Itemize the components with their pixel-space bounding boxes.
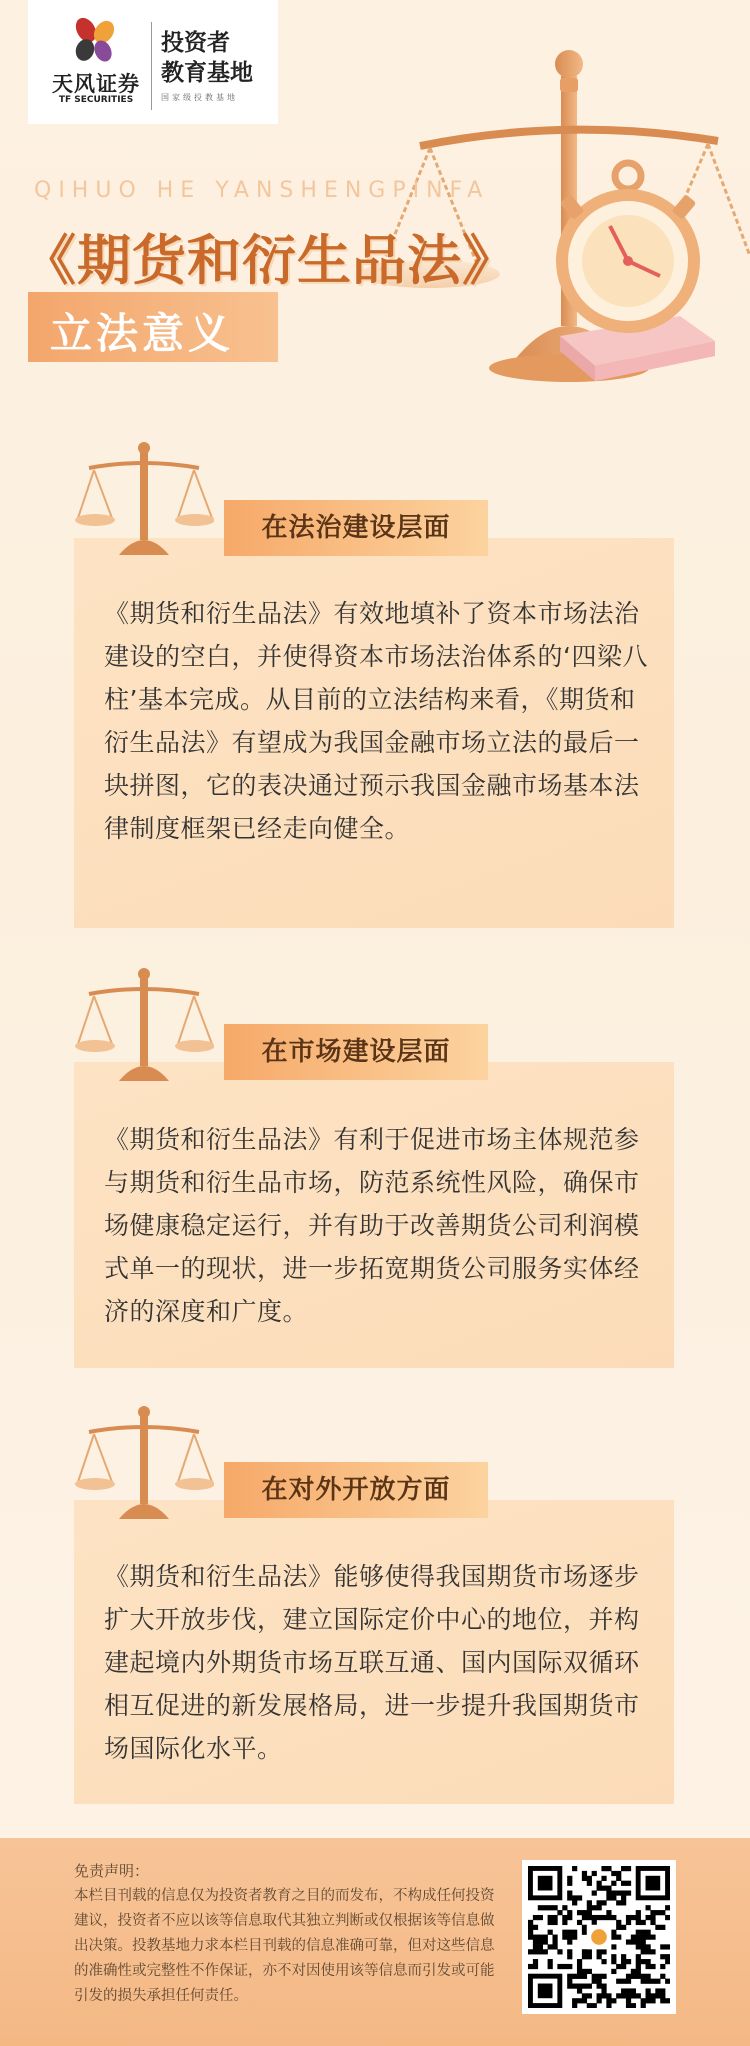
balance-scale-icon <box>74 966 214 1086</box>
edu-base-subtitle: 国家级投教基地 <box>161 93 238 102</box>
edu-base-line1: 投资者 <box>161 30 230 56</box>
section-heading-3: 在对外开放方面 <box>224 1462 488 1518</box>
qr-code <box>522 1860 676 2014</box>
subtitle-tag <box>28 292 278 362</box>
brand-name-cn: 天风证券 <box>52 72 140 96</box>
disclaimer-body: 本栏目刊载的信息仅为投资者教育之目的而发布，不构成任何投资建议，投资者不应以该等信息取代其独立判断或仅根据该等信息做出决策。投教基地力求本栏目刊载的信息准确可靠，但对这些信息的准确性或完整性不作保证，亦不对因使用该等信息而引发或可能引发的损失承担任何责任。 <box>74 1888 495 2004</box>
disclaimer-title: 免责声明： <box>74 1862 150 1880</box>
petal-logo-icon <box>66 12 122 68</box>
section-body-2: 《期货和衍生品法》有利于促进市场主体规范参与期货和衍生品市场，防范系统性风险，确保市场健康稳定运行，并有助于改善期货公司利润模式单一的现状，进一步拓宽期货公司服务实体经济的深度和广度。 <box>104 1125 640 1326</box>
section-body-3: 《期货和衍生品法》能够使得我国期货市场逐步扩大开放步伐，建立国际定价中心的地位，并构建起境内外期货市场互联互通、国内国际双循环相互促进的新发展格局，进一步提升我国期货市场国际化水平。 <box>104 1562 640 1763</box>
section-heading-2: 在市场建设层面 <box>224 1024 488 1080</box>
section-body-1: 《期货和衍生品法》有效地填补了资本市场法治建设的空白，并使得资本市场法治体系的‘四梁八柱’基本完成。从目前的立法结构来看，《期货和衍生品法》有望成为我国金融市场立法的最后一块拼图，它的表决通过预示我国金融市场基本法律制度框架已经走向健全。 <box>104 599 648 843</box>
subtitle-tag-label: 立法意义 <box>50 309 235 358</box>
brand-logo <box>28 0 278 124</box>
section-heading-1: 在法治建设层面 <box>224 500 488 556</box>
balance-scale-icon <box>74 440 214 560</box>
page-title: 《期货和衍生品法》 <box>22 229 517 292</box>
title-pinyin: QIHUO HE YANSHENGPINFA <box>34 178 490 203</box>
balance-scale-icon <box>74 1404 214 1524</box>
brand-name-en: TF SECURITIES <box>58 95 134 105</box>
qr-code-icon <box>528 1866 670 2008</box>
footer <box>0 1838 750 2046</box>
scale-stopwatch-illustration <box>360 36 750 396</box>
edu-base-line2: 教育基地 <box>161 60 253 86</box>
logo-divider <box>151 22 152 110</box>
